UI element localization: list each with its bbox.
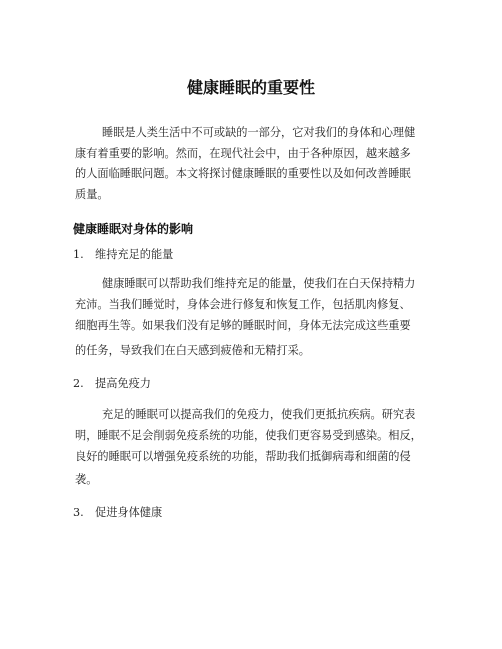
list-item-number: 3. [73,506,84,519]
list-item-heading [73,505,162,521]
list-item-heading [73,376,151,392]
list-item-number: 2. [73,377,84,390]
paragraph-line: 袭。 [75,473,98,486]
paragraph-line: 细胞再生等。如果我们没有足够的睡眠时间，身体无法完成这些重要 [75,319,411,332]
list-item-title: 维持充足的能量 [95,248,174,261]
intro-line: 睡眠是人类生活中不可或缺的一部分，它对我们的身体和心理健 [102,126,416,139]
paragraph-line: 充足的睡眠可以提高我们的免疫力，使我们更抵抗疾病。研究表 [102,408,416,421]
intro-line: 质量。 [75,188,109,201]
paragraph-line: 健康睡眠可以帮助我们维持充足的能量，使我们在白天保持精力 [102,277,416,290]
section-heading: 健康睡眠对身体的影响 [73,222,194,236]
list-item-heading [73,247,173,263]
list-item-title: 提高免疫力 [95,377,151,390]
list-item-title: 促进身体健康 [95,506,163,519]
paragraph-line: 明，睡眠不足会削弱免疫系统的功能，使我们更容易受到感染。相反， [75,429,422,442]
intro-line: 康有着重要的影响。然而，在现代社会中，由于各种原因，越来越多 [75,147,411,160]
document-title: 健康睡眠的重要性 [186,78,315,97]
paragraph-line: 充沛。当我们睡觉时，身体会进行修复和恢复工作，包括肌肉修复、 [75,298,411,311]
intro-line: 的人面临睡眠问题。本文将探讨健康睡眠的重要性以及如何改善睡眠 [75,167,411,180]
paragraph-line: 的任务，导致我们在白天感到疲倦和无精打采。 [75,344,310,357]
list-item-number: 1. [73,248,84,261]
paragraph-line: 良好的睡眠可以增强免疫系统的功能，帮助我们抵御病毒和细菌的侵 [75,450,411,463]
